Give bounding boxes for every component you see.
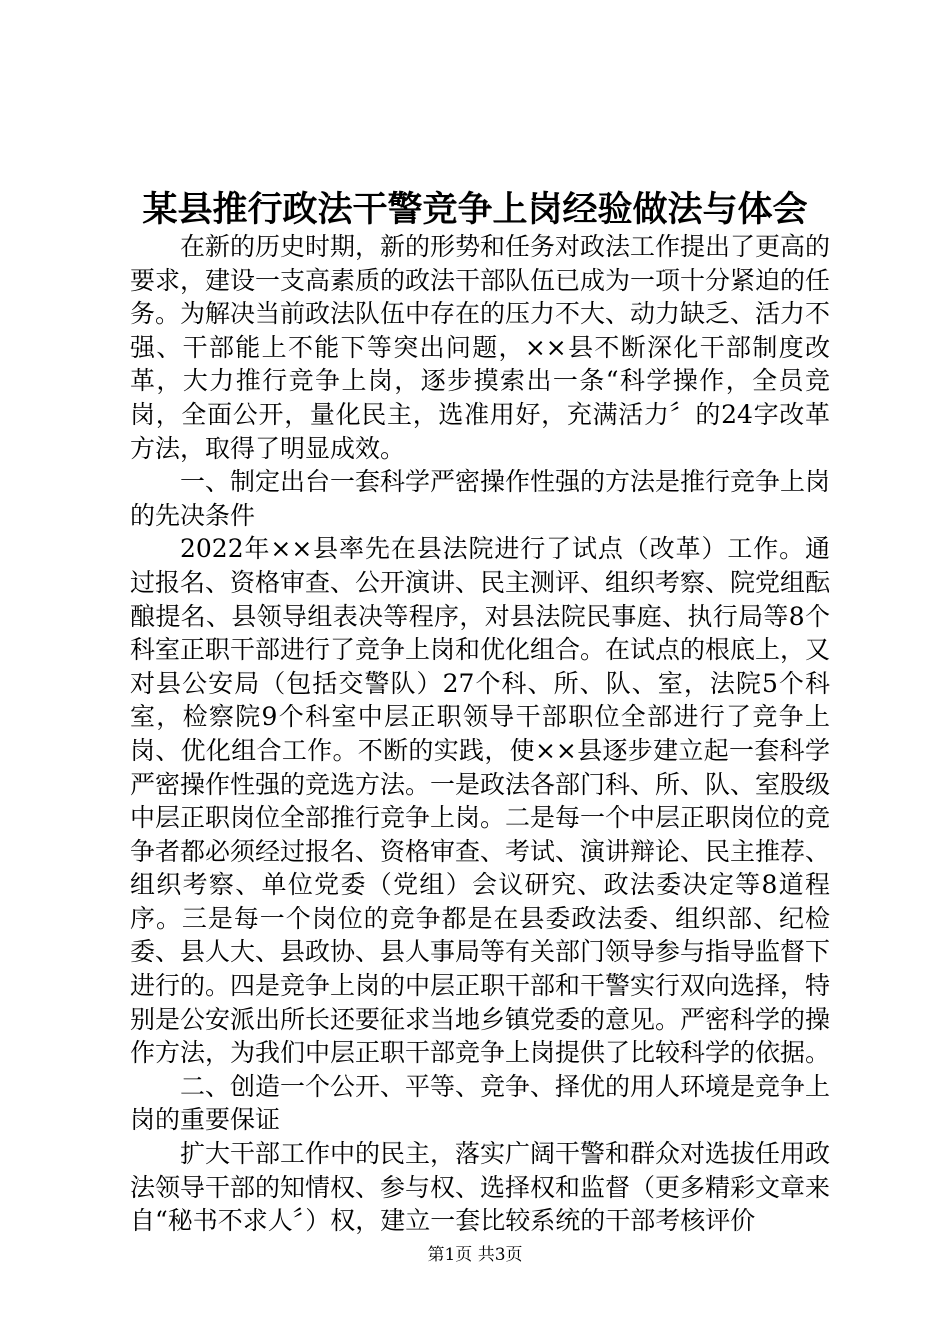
section-heading-1: 一、制定出台一套科学严密操作性强的方法是推行竞争上岗的先决条件 [130, 467, 831, 530]
paragraph-intro: 在新的历史时期，新的形势和任务对政法工作提出了更高的要求，建设一支高素质的政法干部队伍已成为一项十分紧迫的任务。为解决当前政法队伍中存在的压力不大、动力缺乏、活力不强、干部能上不能下等突出问题，××县不断深化干部制度改革，大力推行竞争上岗，逐步摸索出一条“科学操作，全员竞岗，全面公开，量化民主，选准用好，充满活力〞的24字改革方法，取得了明显成效。 [130, 232, 831, 463]
paragraph-section-1: 2022年××县率先在县法院进行了试点（改革）工作。通过报名、资格审查、公开演讲、民主测评、组织考察、院党组酝酿提名、县领导组表决等程序，对县法院民事庭、执行局等8个科室正职干部进行了竞争上岗和优化组合。在试点的根底上，又对县公安局（包括交警队）27个科、所、队、室，法院5个科室，检察院9个科室中层正职领导干部职位全部进行了竞争上岗、优化组合工作。不断的实践，使××县逐步建立起一套科学严密操作性强的竞选方法。一是政法各部门科、所、队、室股级中层正职岗位全部推行竞争上岗。二是每一个中层正职岗位的竞争者都必须经过报名、资格审查、考试、演讲辩论、民主推荐、组织考察、单位党委（党组）会议研究、政法委决定等8道程序。三是每一个岗位的竞争都是在县委政法委、组织部、纪检委、县人大、县政协、县人事局等有关部门领导参与指导监督下进行的。四是竞争上岗的中层正职干部和干警实行双向选择，特别是公安派出所长还要征求当地乡镇党委的意见。严密科学的操作方法，为我们中层正职干部竞争上岗提供了比较科学的依据。 [130, 534, 831, 1068]
document-body [130, 230, 830, 1238]
paragraph-section-2: 扩大干部工作中的民主，落实广阔干警和群众对选拔任用政法领导干部的知情权、参与权、选择权和监督（更多精彩文章来自“秘书不求人〞）权，建立一套比较系统的干部考核评价 [130, 1139, 831, 1236]
page-footer: 第1页 共3页 [427, 1245, 523, 1265]
section-heading-2: 二、创造一个公开、平等、竞争、择优的用人环境是竞争上岗的重要保证 [130, 1071, 831, 1135]
document-title: 某县推行政法干警竞争上岗经验做法与体会 [142, 189, 808, 230]
